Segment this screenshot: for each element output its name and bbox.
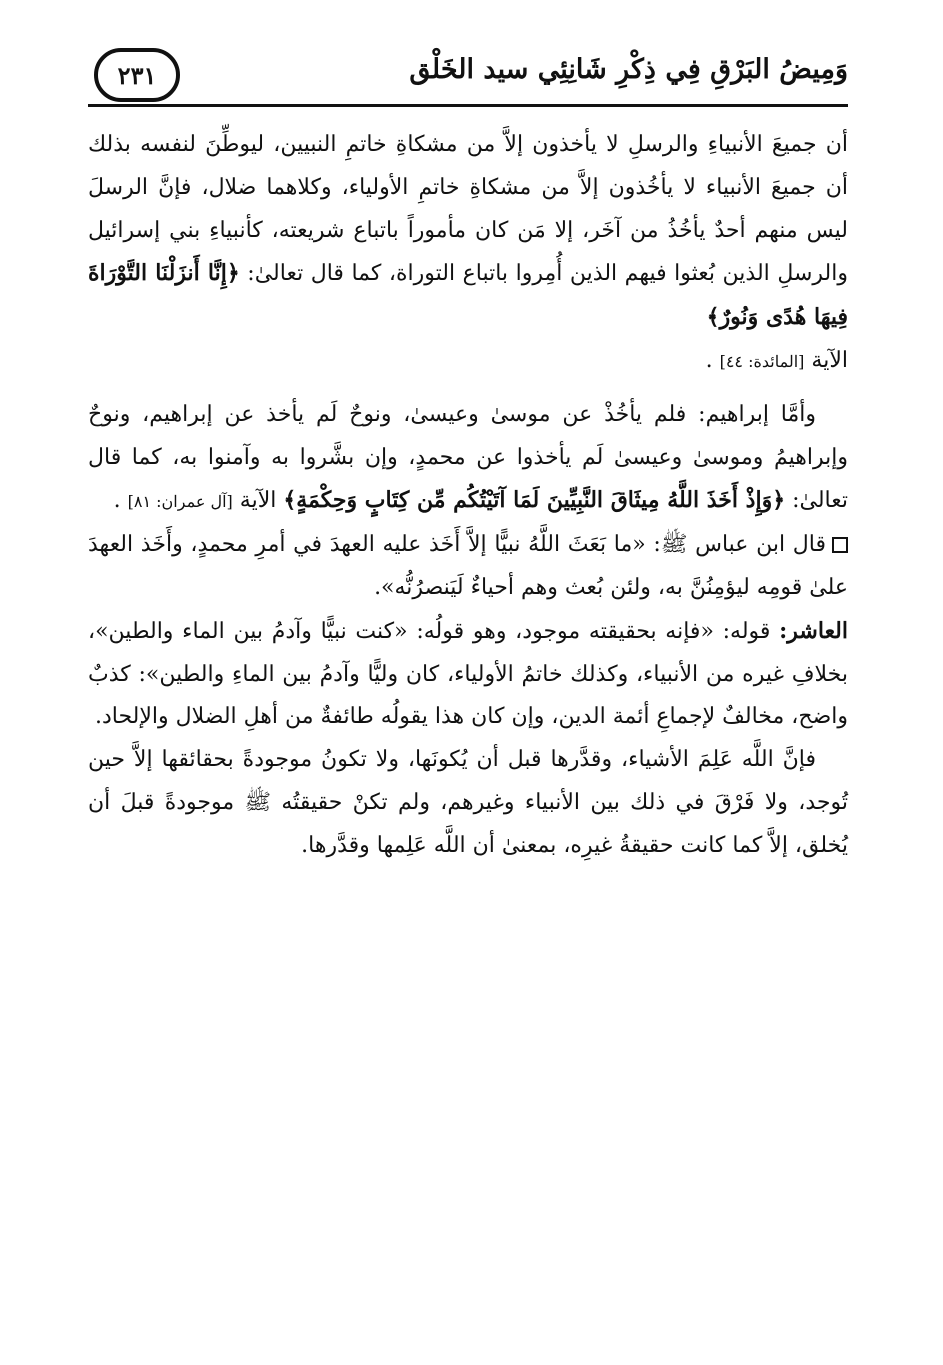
quran-verse-2: ﴿وَإِذْ أَخَذَ اللَّهُ مِيثَاقَ النَّبِيِّينَ لَمَا آتَيْتُكُم مِّن كِتَابٍ وَحِكْمَةٍ﴾ (283, 487, 786, 514)
page-body (88, 124, 848, 868)
running-title: وَمِيضُ البَرْقِ فِي ذِكْرِ شَانِئِي سيد الخَلْق (409, 54, 848, 85)
paragraph-2-end: . (113, 488, 121, 514)
paragraph-5-text: فإنَّ اللَّه عَلِمَ الأشياء، وقدَّرها قبل أن يُكونَها، ولا تكونُ موجودةً بحقائقها إلاَّ حين تُوجد، ولا فَرْقَ في ذلك بين الأنبياء وغيرهم، ولم تكنْ حقيقتُه ﷺ موجودةً قبلَ أن يُخلق، إلاَّ كما كانت حقيقةُ غيرِه، بمعنىٰ أن اللَّه عَلِمها وقدَّرها. (88, 747, 848, 858)
page-number-badge (94, 48, 180, 102)
paragraph-2-after: الآية (239, 488, 277, 514)
paragraph-2-text: وأمَّا إبراهيم: فلم يأخُذْ عن موسىٰ وعيسىٰ، ونوحٌ لَم يأخذ عن إبراهيم، ونوحٌ وإبراهيمُ وموسىٰ وعيسىٰ لَم يأخذوا عن محمدٍ، وإن بشَّروا به وآمنوا به، كما قال تعالىٰ: (88, 401, 848, 514)
verse-reference-2: [آل عمران: ٨١] (127, 492, 233, 512)
paragraph-5 (88, 739, 848, 867)
paragraph-4 (88, 610, 848, 739)
paragraph-1-end: . (705, 347, 713, 373)
paragraph-2 (88, 394, 848, 524)
paragraph-1-text: أن جميعَ الأنبياءِ والرسلِ لا يأخذون إلاَّ من مشكاةِ خاتمِ النبيين، ليوطِّنَ لنفسه بذلك أن جميعَ الأنبياء لا يأخُذون إلاَّ من مشكاةِ خاتمِ الأولياء، وكلاهما ضلال، فإنَّ الرسلَ ليس منهم أحدٌ يأخُذُ من آخَر، إلا مَن كان مأموراً باتباع شريعته، كأنبياءِ بني إسرائيل والرسلِ الذين بُعثوا فيهم الذين أُمِروا باتباع التوراة، كما قال تعالىٰ: (88, 132, 848, 287)
square-bullet-icon (832, 537, 848, 553)
paragraph-1 (88, 124, 848, 384)
page-number: ٢٣١ (117, 60, 157, 90)
paragraph-1-after: الآية (811, 347, 848, 373)
quran-verse-1: ﴿إِنَّا أَنزَلْنَا التَّوْرَاةَ فِيهَا هُدًى وَنُورٌ﴾ (88, 260, 848, 331)
header-rule (88, 104, 848, 107)
verse-reference-1: [المائدة: ٤٤] (719, 351, 805, 371)
paragraph-3 (88, 524, 848, 610)
book-page (88, 40, 848, 1340)
page-header (88, 40, 848, 110)
paragraph-3-text: قال ابن عباس ﷺ: «ما بَعَثَ اللَّهُ نبيًّا إلاَّ أَخَذ عليه العهدَ في أمرِ محمدٍ، وأَخَذ العهدَ علىٰ قومِه ليؤمِنُنَّ به، ولئن بُعث وهم أحياءٌ لَيَنصرُنُّه». (88, 532, 848, 600)
paragraph-4-text: قوله: «فإنه بحقيقته موجود، وهو قولُه: «كنت نبيًّا وآدمُ بين الماء والطين»، بخلافِ غيره من الأنبياء، وكذلك خاتمُ الأولياء، كان وليًّا وآدمُ بين الماءِ والطين»: كذبٌ واضح، مخالفٌ لإجماعِ أئمة الدين، وإن كان هذا يقولُه طائفةٌ من أهلِ الضلال والإلحاد. (88, 618, 848, 730)
section-lead: العاشر: (779, 617, 848, 644)
